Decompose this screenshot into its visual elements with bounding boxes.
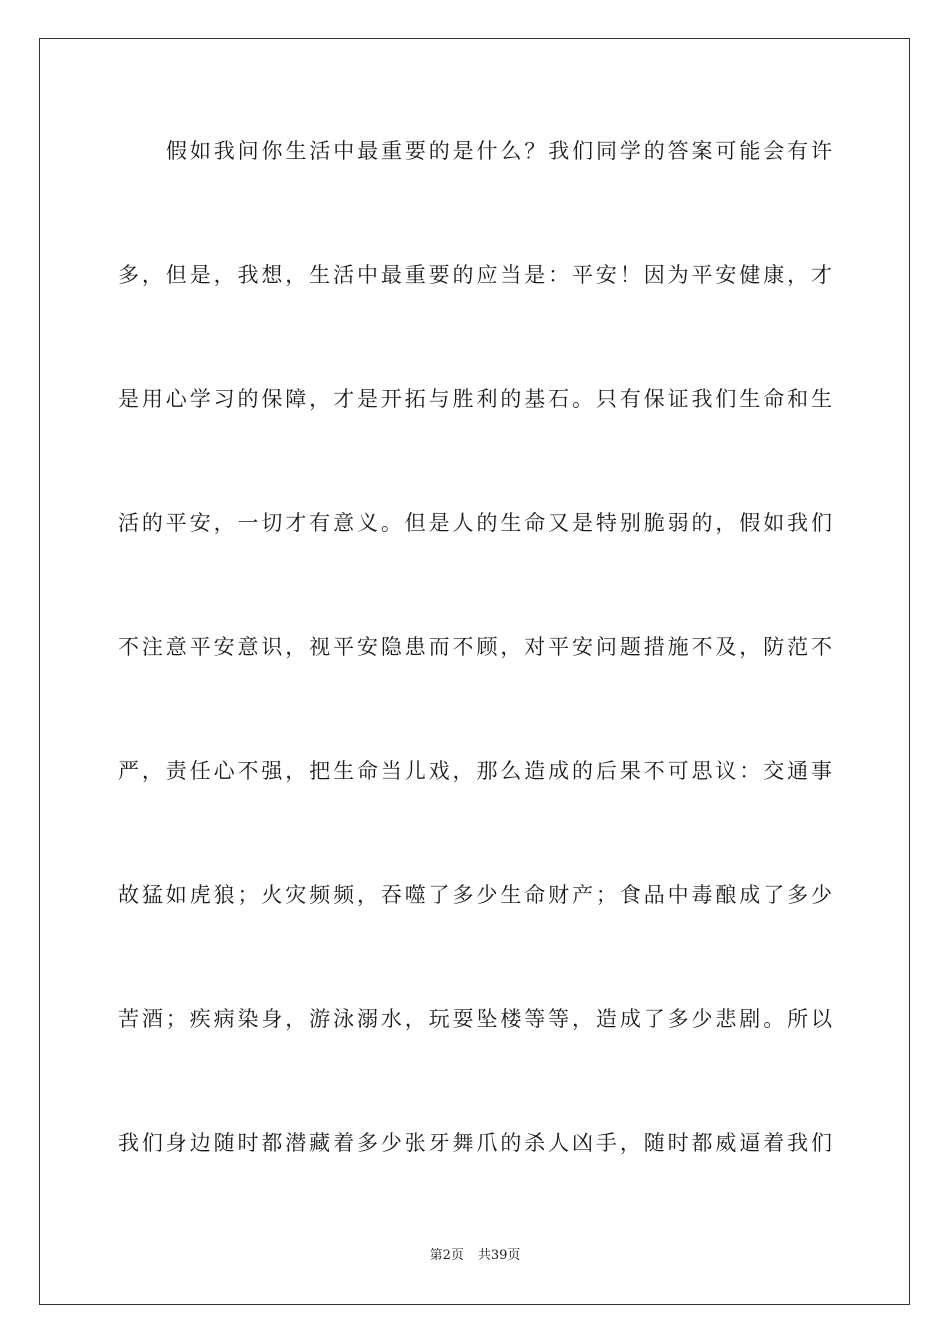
page-number: 第2页	[429, 1248, 464, 1263]
text-line: 苦酒；疾病染身，游泳溺水，玩耍坠楼等等，造成了多少悲剧。所以	[118, 1007, 832, 1031]
text-line: 假如我问你生活中最重要的是什么？我们同学的答案可能会有许	[166, 139, 832, 163]
text-line: 故猛如虎狼；火灾频频，吞噬了多少生命财产；食品中毒酿成了多少	[118, 883, 832, 907]
text-line: 多，但是，我想，生活中最重要的应当是：平安！因为平安健康，才	[118, 263, 832, 287]
page-footer	[0, 1247, 950, 1265]
text-line: 活的平安，一切才有意义。但是人的生命又是特别脆弱的，假如我们	[118, 511, 832, 535]
page-frame	[39, 38, 910, 1305]
text-line: 是用心学习的保障，才是开拓与胜利的基石。只有保证我们生命和生	[118, 387, 832, 411]
page-total: 共39页	[477, 1248, 521, 1263]
text-line: 严，责任心不强，把生命当儿戏，那么造成的后果不可思议：交通事	[118, 759, 832, 783]
text-line: 我们身边随时都潜藏着多少张牙舞爪的杀人凶手，随时都威逼着我们	[118, 1131, 832, 1155]
text-line: 不注意平安意识，视平安隐患而不顾，对平安问题措施不及，防范不	[118, 635, 832, 659]
